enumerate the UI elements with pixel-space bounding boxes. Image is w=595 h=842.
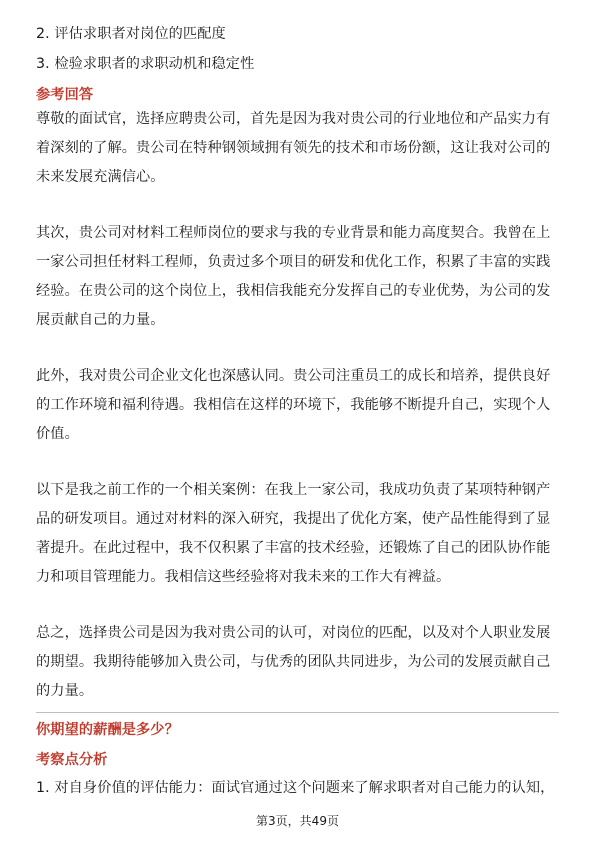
answer-line: 的工作环境和福利待遇。我相信在这样的环境下，我能够不断提升自己，实现个人 [36,397,551,413]
answer-paragraph-5 [36,622,559,702]
answer-line: 品的研发项目。通过对材料的深入研究，我提出了优化方案，使产品性能得到了显 [36,511,551,527]
answer-line: 未来发展充满信心。 [36,169,165,185]
page-number-footer: 第3页，共49页 [256,814,339,828]
answer-line: 此外，我对贵公司企业文化也深感认同。贵公司注重员工的成长和培养，提供良好 [36,368,551,384]
answer-line: 以下是我之前工作的一个相关案例：在我上一家公司，我成功负责了某项特种钢产 [36,482,551,498]
reference-answer-heading: 参考回答 [36,87,94,103]
answer-line: 展贡献自己的力量。 [36,312,165,328]
analysis-heading: 考察点分析 [36,752,108,768]
answer-line: 的力量。 [36,683,94,699]
answer-paragraph-1 [36,108,559,188]
document-page [36,0,559,799]
next-question-heading: 你期望的薪酬是多少？ [36,722,179,738]
analysis-item-1: 1. 对自身价值的评估能力：面试官通过这个问题来了解求职者对自己能力的认知， [36,780,555,796]
criteria-item-2: 2. 评估求职者对岗位的匹配度 [36,26,226,42]
answer-line: 著提升。在此过程中，我不仅积累了丰富的技术经验，还锻炼了自己的团队协作能 [36,540,551,556]
answer-line: 经验。在贵公司的这个岗位上，我相信我能充分发挥自己的专业优势，为公司的发 [36,283,551,299]
answer-line: 的期望。我期待能够加入贵公司，与优秀的团队共同进步，为公司的发展贡献自己 [36,654,551,670]
answer-paragraph-3 [36,365,559,445]
answer-line: 总之，选择贵公司是因为我对贵公司的认可，对岗位的匹配，以及对个人职业发展 [36,625,551,641]
answer-line: 一家公司担任材料工程师，负责过多个项目的研发和优化工作，积累了丰富的实践 [36,254,551,270]
answer-line: 其次，贵公司对材料工程师岗位的要求与我的专业背景和能力高度契合。我曾在上 [36,225,551,241]
answer-line: 力和项目管理能力。我相信这些经验将对我未来的工作大有裨益。 [36,569,451,585]
answer-paragraph-2 [36,222,559,331]
answer-line: 尊敬的面试官，选择应聘贵公司，首先是因为我对贵公司的行业地位和产品实力有 [36,111,551,127]
section-divider [36,712,559,713]
answer-line: 着深刻的了解。贵公司在特种钢领域拥有领先的技术和市场份额，这让我对公司的 [36,140,551,156]
answer-paragraph-4 [36,479,559,588]
answer-line: 价值。 [36,426,79,442]
criteria-item-3: 3. 检验求职者的求职动机和稳定性 [36,56,255,72]
